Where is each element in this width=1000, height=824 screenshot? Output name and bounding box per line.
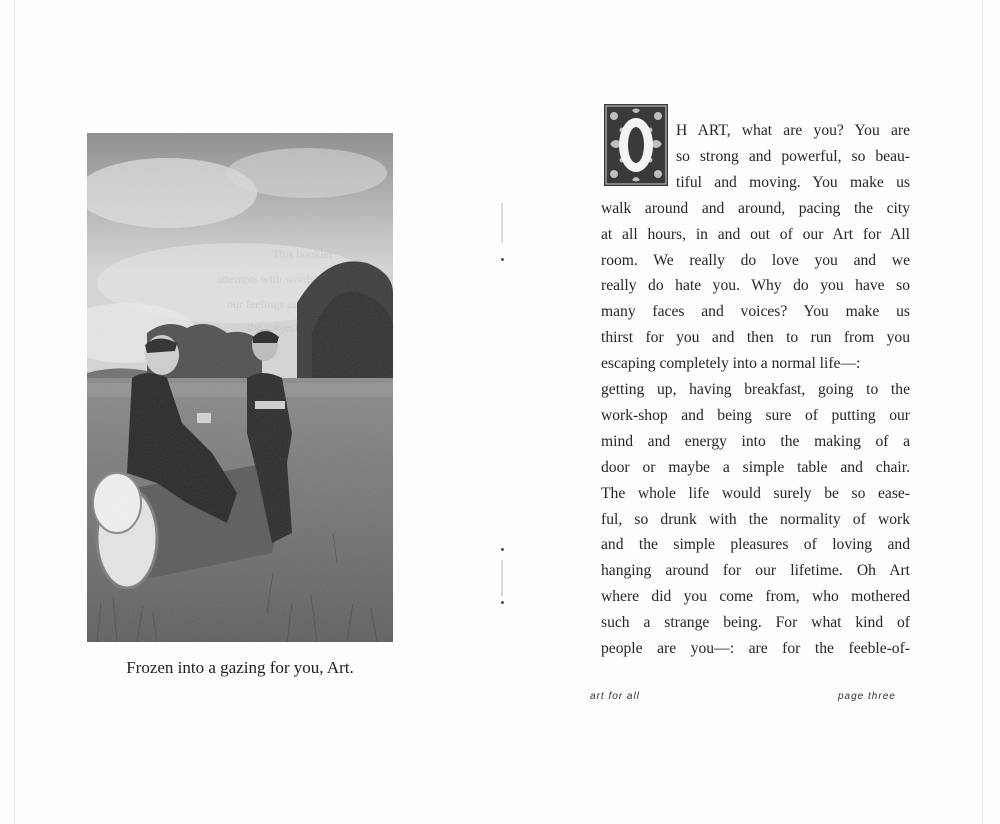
- article-line: really do hate you. Why do you have so: [601, 277, 910, 295]
- article-line: H ART, what are you? You are: [676, 122, 910, 139]
- article-line: so strong and powerful, so beau-: [676, 147, 910, 165]
- article-line: escaping completely into a normal life—:: [601, 355, 861, 373]
- left-page-edge: [14, 0, 15, 824]
- svg-text:O: O: [635, 152, 637, 153]
- article-line: getting up, having breakfast, going to the: [601, 381, 910, 398]
- article-line: ful, so drunk with the normality of work: [601, 510, 910, 528]
- article-line: mind and energy into the making of a: [601, 432, 910, 450]
- article-line: hanging around for our lifetime. Oh Art: [601, 562, 910, 580]
- article-line: tiful and moving. You make us: [676, 173, 910, 191]
- staple-dot-mid: [501, 548, 504, 551]
- photo-caption: Frozen into a gazing for you, Art.: [126, 658, 354, 677]
- article-line: work-shop and being sure of putting our: [601, 406, 910, 424]
- article-line: where did you come from, who mothered: [601, 588, 910, 606]
- right-page-edge: [982, 0, 983, 824]
- article-line: walk around and around, pacing the city: [601, 199, 910, 217]
- article-line: people are you—: are for the feeble-of-: [601, 640, 910, 657]
- footer-left-title: art for all: [590, 691, 640, 702]
- article-line: thirst for you and then to run from you: [601, 329, 910, 347]
- article-line: such a strange being. For what kind of: [601, 614, 910, 632]
- article-line: room. We really do love you and we: [601, 251, 910, 269]
- staple-mark-top: [501, 203, 503, 243]
- footer-page-number: page three: [838, 691, 896, 702]
- photograph: [87, 133, 393, 642]
- ornamental-drop-cap-icon: [604, 104, 668, 186]
- article-line: and the simple pleasures of loving and: [601, 536, 910, 554]
- photograph-image: [87, 133, 393, 642]
- article-line: The whole life would surely be so ease-: [601, 484, 910, 502]
- staple-dot-top: [501, 258, 504, 261]
- staple-dot-bottom: [501, 601, 504, 604]
- staple-mark-bottom: [501, 560, 503, 596]
- article-line: door or maybe a simple table and chair.: [601, 458, 910, 476]
- article-line: many faces and voices? You make us: [601, 303, 910, 321]
- article-line: at all hours, in and out of our Art for All: [601, 225, 910, 243]
